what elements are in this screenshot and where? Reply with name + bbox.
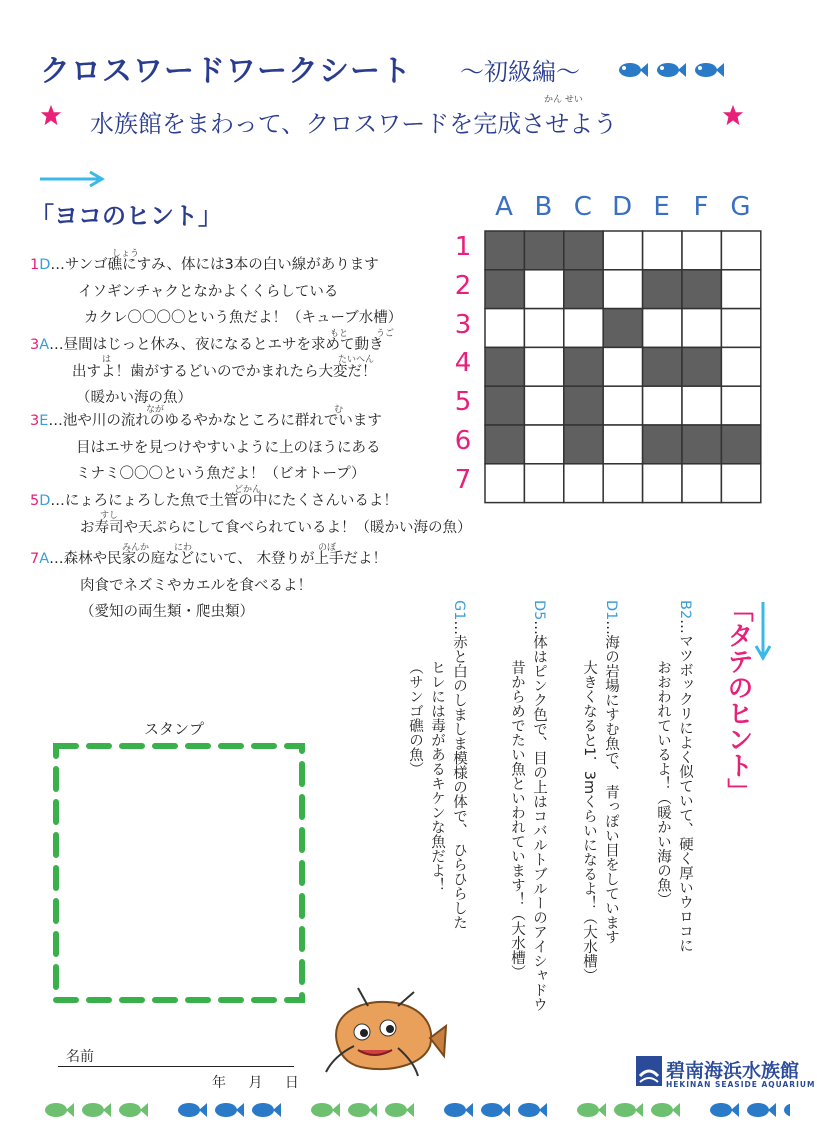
fish-icon [348, 1103, 370, 1117]
arrow-right-icon [40, 170, 106, 192]
worksheet-subtitle: 水族館をまわって、クロスワードを完成させよう [90, 110, 618, 138]
grid-cell-A4 [485, 347, 524, 386]
grid-cell-E6 [643, 425, 682, 464]
catfish-illustration [318, 986, 450, 1082]
fish-icon [614, 1103, 636, 1117]
fish-icon [215, 1103, 237, 1117]
grid-cell-D4[interactable] [603, 347, 642, 386]
grid-cell-D7[interactable] [603, 464, 642, 503]
date-label: 年 月 日 [212, 1075, 299, 1091]
column-label-F: F [693, 192, 709, 222]
grid-cell-E3[interactable] [643, 309, 682, 348]
grid-cell-D1[interactable] [603, 231, 642, 270]
grid-cell-F4 [682, 347, 721, 386]
grid-cell-A1 [485, 231, 524, 270]
grid-cell-B7[interactable] [524, 464, 563, 503]
fish-icon [747, 1103, 769, 1117]
grid-cell-E5[interactable] [643, 386, 682, 425]
grid-cell-G5[interactable] [721, 386, 760, 425]
across-hint-3a: 3A…昼間はじっと休み、夜になるとエサを求めて動き 出すよ！歯がするどいのでかまれたら大変だ！ （暖かい海の魚） [30, 337, 384, 406]
grid-cell-F6 [682, 425, 721, 464]
down-hint-b2: B2…マツボックリによく似ていて、硬く厚いウロコに おおわれているよ！（暖かい海の魚） [655, 600, 693, 953]
column-label-C: C [573, 192, 592, 222]
across-hint-7a: 7A…森林や民家の庭などにいて、 木登りが上手だよ！ 肉食でネズミやカエルを食べるよ！ （愛知の両生類・爬虫類） [30, 551, 387, 620]
grid-cell-E7[interactable] [643, 464, 682, 503]
grid-cell-C5 [564, 386, 603, 425]
worksheet-title: クロスワードワークシート [40, 54, 412, 89]
grid-cell-D2[interactable] [603, 270, 642, 309]
column-label-D: D [612, 192, 633, 222]
across-hint-3e: 3E…池や川の流れのゆるやかなところに群れでいます 目はエサを見つけやすいように上のほうにある ミナミ〇〇〇という魚だよ！（ビオトープ） [30, 413, 382, 482]
subtitle-ruby: かん せい [544, 95, 583, 105]
grid-cell-B2[interactable] [524, 270, 563, 309]
grid-cell-A2 [485, 270, 524, 309]
grid-cell-B5[interactable] [524, 386, 563, 425]
fish-icon [311, 1103, 333, 1117]
grid-cell-G7[interactable] [721, 464, 760, 503]
fish-icon [481, 1103, 503, 1117]
fish-icon [784, 1103, 790, 1117]
column-label-B: B [534, 192, 553, 222]
grid-cell-F5[interactable] [682, 386, 721, 425]
grid-cell-B6[interactable] [524, 425, 563, 464]
row-label-6: 6 [454, 426, 472, 456]
grid-cell-D6[interactable] [603, 425, 642, 464]
grid-cell-F1[interactable] [682, 231, 721, 270]
across-hint-5d: 5D…にょろにょろした魚で土管の中にたくさんいるよ！ お寿司や天ぷらにして食べられているよ！（暖かい海の魚） [30, 493, 472, 536]
stamp-label: スタンプ [144, 720, 205, 738]
column-label-G: G [730, 192, 751, 222]
grid-cell-E1[interactable] [643, 231, 682, 270]
grid-cell-C1 [564, 231, 603, 270]
grid-cell-B4[interactable] [524, 347, 563, 386]
column-label-E: E [653, 192, 670, 222]
aquarium-name-en: HEKINAN SEASIDE AQUARIUM [666, 1080, 816, 1089]
fish-icon [651, 1103, 673, 1117]
grid-cell-B1 [524, 231, 563, 270]
grid-cell-G3[interactable] [721, 309, 760, 348]
name-label: 名前 [66, 1049, 94, 1065]
fish-icon [119, 1103, 141, 1117]
grid-cell-A3[interactable] [485, 309, 524, 348]
fish-icon [45, 1103, 67, 1117]
row-label-1: 1 [454, 232, 472, 262]
grid-cell-A6 [485, 425, 524, 464]
across-hint-1d: 1D…サンゴ礁にすみ、体には3本の白い線があります イソギンチャクとなかよくくらしている カクレ〇〇〇〇という魚だよ！（キューブ水槽） [30, 257, 403, 326]
star-icon [40, 104, 62, 130]
column-label-A: A [495, 192, 513, 222]
grid-cell-G4[interactable] [721, 347, 760, 386]
down-hint-g1: G1…赤と白のしましま模様の体で、 ひらひらした ヒレには毒があるキケンな魚だよ！ （サンゴ礁の魚） [407, 600, 467, 930]
row-label-4: 4 [454, 348, 472, 379]
grid-cell-G1[interactable] [721, 231, 760, 270]
down-hint-d5: D5…体はピンク色で、目の上はコバルトブルーのアイシャドウ 昔からめでたい魚といわれています！（大水槽） [509, 600, 547, 1012]
grid-cell-F7[interactable] [682, 464, 721, 503]
row-label-3: 3 [454, 309, 472, 340]
fish-decoration-bottom [40, 1098, 790, 1126]
worksheet-level: 〜初級編〜 [460, 58, 580, 86]
grid-cell-D5[interactable] [603, 386, 642, 425]
fish-icon [577, 1103, 599, 1117]
grid-cell-A5 [485, 386, 524, 425]
fish-icon [178, 1103, 200, 1117]
down-hint-d1: D1…海の岩場にすむ魚で、 青っぽい目をしています 大きくなると1．3mくらいになるよ！（大水槽） [581, 600, 619, 983]
row-label-2: 2 [454, 270, 472, 301]
down-heading: 「タテのヒント」 [723, 596, 753, 804]
row-label-7: 7 [454, 464, 472, 495]
crossword-grid [484, 230, 764, 508]
row-label-5: 5 [454, 387, 472, 418]
grid-cell-D3 [603, 309, 642, 348]
fish-icon [252, 1103, 274, 1117]
grid-cell-C7[interactable] [564, 464, 603, 503]
grid-cell-F3[interactable] [682, 309, 721, 348]
name-line[interactable] [58, 1066, 294, 1067]
aquarium-name: 碧南海浜水族館 [666, 1060, 800, 1082]
grid-cell-C4 [564, 347, 603, 386]
grid-cell-E2 [643, 270, 682, 309]
fish-icon [444, 1103, 466, 1117]
fish-icon [82, 1103, 104, 1117]
grid-cell-C3[interactable] [564, 309, 603, 348]
aquarium-logo-icon [636, 1056, 662, 1090]
fish-icon [385, 1103, 407, 1117]
grid-cell-A7[interactable] [485, 464, 524, 503]
grid-cell-G6 [721, 425, 760, 464]
fish-icon [710, 1103, 732, 1117]
across-heading: 「ヨコのヒント」 [30, 202, 222, 230]
fish-icon [518, 1103, 540, 1117]
fish-decoration-top [616, 58, 736, 86]
star-icon [722, 104, 744, 130]
grid-cell-G2[interactable] [721, 270, 760, 309]
grid-cell-E4 [643, 347, 682, 386]
stamp-box [52, 742, 306, 1008]
grid-cell-F2 [682, 270, 721, 309]
grid-cell-B3[interactable] [524, 309, 563, 348]
grid-cell-C6 [564, 425, 603, 464]
grid-cell-C2 [564, 270, 603, 309]
